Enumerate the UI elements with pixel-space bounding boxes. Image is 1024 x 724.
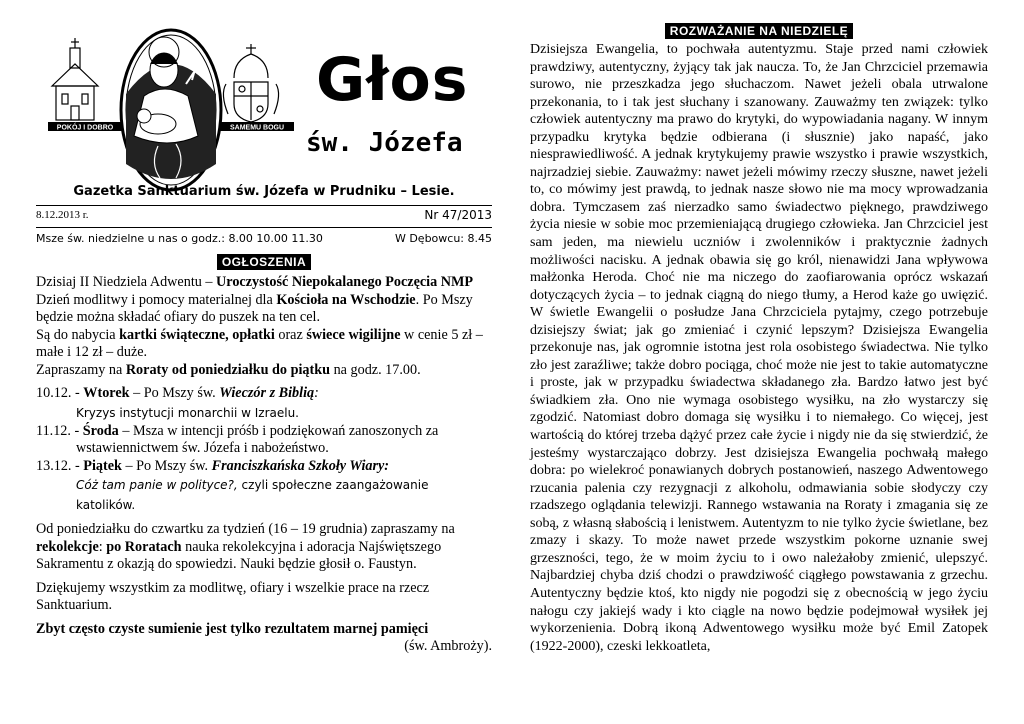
mass-times: Msze św. niedzielne u nas o godz.: 8.00 10.00 11.30 — [36, 232, 323, 245]
event-friday: 13.12. - Piątek – Po Mszy św. Franciszkańska Szkoły Wiary: — [36, 457, 390, 474]
logo-graphic — [46, 24, 296, 192]
announcements-heading: OGŁOSZENIA — [217, 254, 311, 270]
sanctuary-logo — [46, 24, 296, 192]
coat-of-arms-icon — [223, 44, 278, 122]
logo-text-right: SAMEMU BOGU — [229, 124, 285, 132]
left-column — [36, 22, 492, 712]
reflection-text: Dzisiejsza Ewangelia, to pochwała autentyzmu. Staje przed nami człowiek prawdziwy, autentyczny, żyjący tak jak naucza. To, że Jan Chrzciciel przemawia surowo, nie przeszkadza jego słuchaczom. Nawet jeżeli obala utrwalone przekonania, to i tak jest słuchany i szanowany. Zauważmy ten związek: tylko człowiek autentyczny ma prawo do krytyki, do wypowiadania nagany. W innym przypadku krytyka będzie odbierana (i słusznie) jako napaść, jako niesprawiedliwość. A jednak krytykujemy prawie wszystko i prawie wszystkich, najrzadziej siebie. Zauważmy: nawet jeżeli mówimy rzeczy słuszne, nawet jeżeli to, co mówimy jest prawdą, to jednak nasze słowo nie ma mocy wprowadzania dobra. Tymczasem zaś nierzadko samo świadectwo pięknego, prawdziwego życia niesie w sobie moc przemieniającą drugiego człowieka. Jan Chrzciciel jest sam jeden, ma niewielu uczniów i zwolenników i praktycznie żadnych możliwości nacisku. A jednak obawia się go król, nienawidzi Jana wpływowa małżonka Heroda. Choć nie ma niczego do zaofiarowania oprócz wskazań dotyczących życia – to jednak ciągną do niego tłumy, a Herod każe go uwięzić. W świetle Ewangelii o posłudze Jana Chrzciciela pytajmy, czego potrzebuje dzisiejszy świat; jak go zmieniać i czynić lepszym? Dzisiejsza Ewangelia przekonuje nas, jak ogromnie istotna jest rola osobistego świadectwa. Nie tylko zło jest zaraźliwe; także dobro pociąga, choć może nie jest to takie automatyczne i proste, jak w przypadku świadectwa składanego zła. Bardzo łatwo jest być świadkiem zła. Ono nie wymaga osobistego wysiłku, na zło wystarczy się zgodzić. Natomiast dobro domaga się wysiłku i to niemałego. Co więcej, jest wartością do której trzeba dążyć przez całe życie i nigdy nie da się stwierdzić, że jesteśmy wystarczająco dobrzy. Jest dzisiejsza Ewangelia pochwałą małego dobra: po wielekroć ponawianych dobrych postanowień, naszego Adwentowego rzucania palenia czy rezygnacji z alkoholu, odmawiania sobie słodyczy czy rzadszego oglądania telewizji. Rannego wstawania na Roraty i zmagania się ze sobą, z własną słabością i lenistwem. Autentyzm to nie tylko życie świetlane, bez zmazy i skazy. To może nawet przede wszystkim pokorne uznanie swej grzeszności, tego, że w moim życiu to i owo należałoby zmienić, ulepszyć. Najbardziej chyba dziś chodzi o prawdziwość ciągłego powstawania z grzechu. Autentyczny będzie ktoś, kto nigdy nie pogodzi się z obecnością w jego życiu nałogu czy jakiejś wady i kto ciągle na nowo będzie podejmował wysiłek jej wykorzenienia. Dobrą ikoną Adwentowego wysiłku może być Emil Zatopek (1922-2000), czeski lekkoatleta, — [530, 42, 988, 654]
event-friday-detail: Cóż tam panie w polityce?, czyli społeczne zaangażowanie katolików. — [76, 478, 429, 512]
issue-date: 8.12.2013 r. — [36, 209, 89, 221]
divider — [36, 205, 492, 206]
newsletter-title: Głos — [316, 45, 469, 115]
event-tuesday: 10.12. - Wtorek – Po Mszy św. Wieczór z Biblią: — [36, 385, 319, 401]
event-tuesday-detail: Kryzys instytucji monarchii w Izraelu. — [76, 405, 299, 420]
announcement-2: Dzień modlitwy i pomocy materialnej dla Kościoła na Wschodzie. Po Mszy będzie można składać ofiary do puszek na ten cel. — [36, 291, 473, 325]
announcement-3: Są do nabycia kartki świąteczne, opłatki oraz świece wigilijne w cenie 5 zł – małe i 12 zł – duże. — [36, 326, 483, 360]
newsletter-title-sub: św. Józefa — [306, 128, 463, 158]
reflection-heading-wrap — [530, 22, 988, 40]
church-left-icon — [52, 38, 98, 120]
announcement-retreat: Od poniedziałku do czwartku za tydzień (16 – 19 grudnia) zapraszamy na rekolekcje: po Roratach nauka rekolekcyjna i adoracja Najświętszego Sakramentu z okazją do spowiedzi. Nauki będzie głosił o. Faustyn. — [36, 521, 455, 572]
announcements-body — [36, 274, 492, 656]
mass-debowiec: W Dębowcu: 8.45 — [394, 232, 492, 245]
quote: Zbyt często czyste sumienie jest tylko rezultatem marnej pamięci — [36, 620, 429, 637]
mass-times-row — [36, 232, 492, 248]
quote-author: (św. Ambroży). — [404, 638, 492, 654]
newsletter-subtitle: Gazetka Sanktuarium św. Józefa w Prudniku – Lesie. — [73, 184, 455, 199]
logo-text-left: POKÓJ I DOBRO — [56, 124, 114, 132]
event-wednesday: 11.12. - Środa – Msza w intencji próśb i podziękowań zanoszonych za — [36, 422, 439, 439]
announcements-heading-wrap — [36, 253, 492, 271]
event-wednesday-detail: wstawiennictwem św. Józefa i nabożeństwo. — [76, 440, 329, 456]
issue-number: Nr 47/2013 — [424, 208, 492, 222]
reflection-heading: ROZWAŻANIE NA NIEDZIELĘ — [665, 23, 853, 39]
date-row — [36, 209, 492, 225]
announcement-thanks: Dziękujemy wszystkim za modlitwę, ofiary i wszelkie prace na rzecz Sanktuarium. — [36, 579, 430, 613]
right-column — [530, 22, 988, 712]
saint-joseph-icon — [121, 30, 221, 190]
announcement-1: Dzisiaj II Niedziela Adwentu – Uroczystość Niepokalanego Poczęcia NMP — [36, 274, 474, 290]
divider — [36, 227, 492, 228]
announcement-4: Zapraszamy na Roraty od poniedziałku do piątku na godz. 17.00. — [36, 361, 421, 378]
